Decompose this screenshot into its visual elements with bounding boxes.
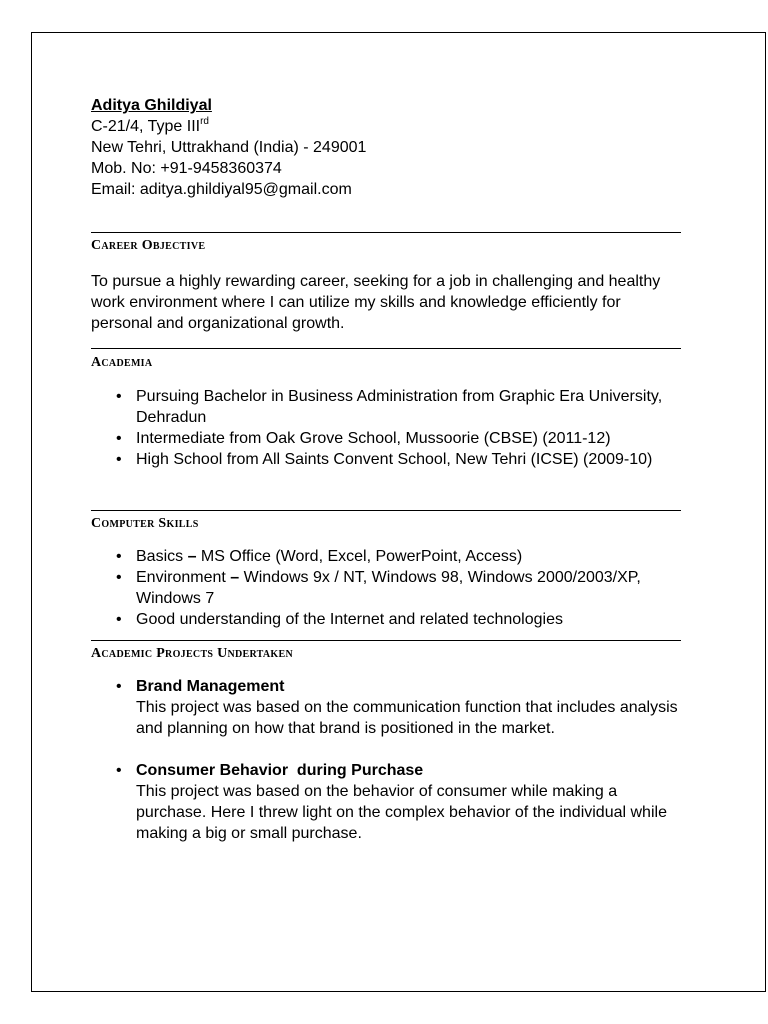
career-objective-text: To pursue a highly rewarding career, seeking for a job in challenging and healthy work environment where I can utilize my skills and knowledge efficiently for personal and organizational growth. — [91, 273, 661, 332]
academia-item: • High School from All Saints Convent School, New Tehri (ICSE) (2009-10) — [136, 449, 681, 470]
skill-item — [136, 567, 681, 609]
skill-item — [136, 546, 681, 567]
academia-item: • Pursuing Bachelor in Business Administration from Graphic Era University, Dehradun — [136, 386, 681, 428]
projects-list — [91, 676, 681, 844]
section-title-projects: Academic Projects Undertaken — [91, 646, 293, 661]
ordinal-superscript: rd — [200, 115, 209, 127]
address-line-2: New Tehri, Uttrakhand (India) - 249001 — [91, 139, 367, 156]
candidate-name: Aditya Ghildiyal — [91, 97, 212, 114]
academia-list — [91, 386, 681, 470]
project-title: • Consumer Behavior during Purchase — [136, 762, 424, 779]
resume-content — [91, 95, 681, 844]
skill-text: Good understanding of the Internet and related technologies — [136, 611, 563, 628]
computer-skills-section — [91, 510, 681, 630]
skill-label: Basics — [136, 548, 184, 565]
skill-dash: – — [225, 569, 244, 586]
computer-skills-list — [91, 546, 681, 630]
skill-text: Windows 9x / NT, Windows 98, Windows 2000/2003/XP, Windows 7 — [136, 569, 641, 607]
projects-section — [91, 640, 681, 844]
career-objective-section — [91, 232, 681, 334]
address-line-1-text: C-21/4, Type III — [91, 118, 201, 135]
skill-dash: – — [183, 548, 201, 565]
skill-label: Environment — [136, 569, 226, 586]
contact-header — [91, 95, 681, 200]
project-description: This project was based on the communication function that includes analysis and planning on how that brand is positioned in the market. — [136, 699, 678, 737]
academia-section — [91, 348, 681, 470]
mobile-number: Mob. No: +91-9458360374 — [91, 160, 282, 177]
skill-item — [136, 609, 681, 630]
section-title-career-objective: Career Objective — [91, 238, 206, 253]
address-line-1 — [91, 116, 681, 137]
project-title: • Brand Management — [136, 678, 285, 695]
project-item — [136, 676, 681, 739]
skill-text: MS Office (Word, Excel, PowerPoint, Access) — [200, 548, 523, 565]
email-address: Email: aditya.ghildiyal95@gmail.com — [91, 181, 352, 198]
section-title-academia: Academia — [91, 355, 153, 370]
resume-page — [31, 32, 766, 992]
project-item — [136, 760, 681, 844]
section-title-computer-skills: Computer Skills — [91, 516, 199, 531]
academia-item: • Intermediate from Oak Grove School, Mussoorie (CBSE) (2011-12) — [136, 428, 681, 449]
project-description: This project was based on the behavior of consumer while making a purchase. Here I threw light on the complex behavior of the individual while making a big or small purchase. — [136, 783, 667, 842]
